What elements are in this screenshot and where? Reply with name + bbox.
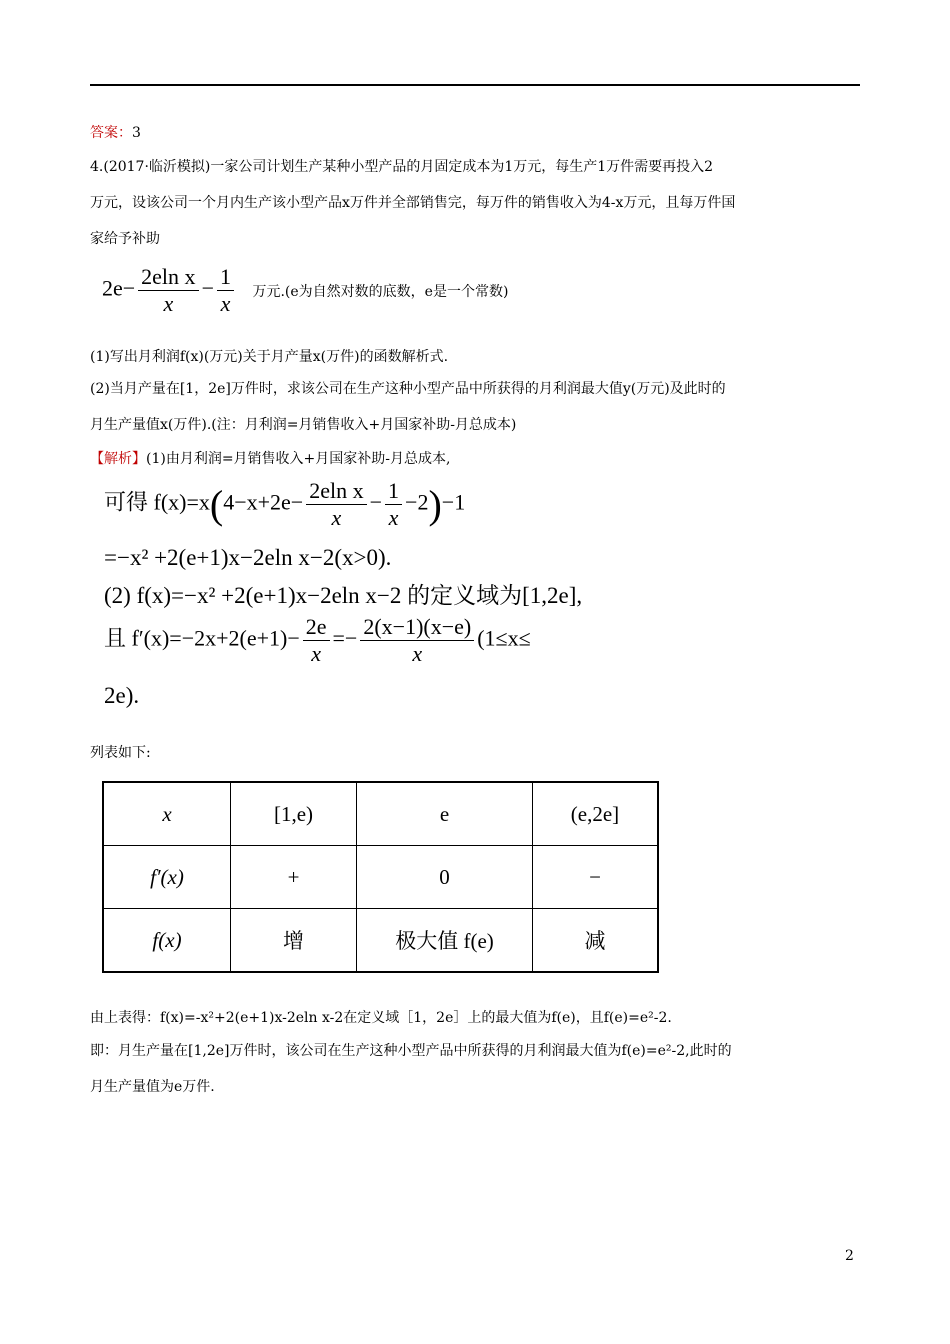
page-number: 2 — [845, 1248, 854, 1264]
problem-line-2: 万元，设该公司一个月内生产该小型产品x万件并全部销售完，每万件的销售收入为4-x万元，且每万件国 — [90, 195, 736, 211]
question-2-line-2: 月生产量值x(万件).(注：月利润=月销售收入+月国家补助-月总成本) — [90, 417, 517, 433]
table-cell: x — [103, 782, 231, 846]
subsidy-formula: 2e− $\frac{\text{2eln x}}{x}$ − $\frac{1}{x}$ 万元.(e为自然对数的底数，e是一个常数) — [102, 264, 509, 316]
table-cell: f′(x) — [103, 846, 231, 909]
answer-label: 答案： — [90, 125, 132, 141]
table-row — [103, 909, 658, 973]
subsidy-fraction-1: $\frac{\text{2eln x}}{x}$ — [138, 264, 198, 317]
table-intro: 列表如下: — [90, 745, 151, 761]
solution-intro: 【解析】(1)由月利润=月销售收入+月国家补助-月总成本, — [90, 451, 451, 467]
answer-value: 3 — [132, 125, 141, 141]
conclusion-line-2: 即：月生产量在[1,2e]万件时，该公司在生产这种小型产品中所获得的月利润最大值为f(e)=e²-2,此时的 — [90, 1043, 732, 1059]
table-cell: f(x) — [103, 909, 231, 973]
subsidy-fraction-2: $\frac{1}{x}$ — [217, 264, 234, 317]
header-rule — [90, 84, 860, 86]
equation-4: 且 f′(x)=−2x+2(e+1)− $\frac{2e}{x}$ =− $\frac{2(x-1)(x-e)}{x}$ (1≤x≤ — [104, 614, 531, 666]
table-row — [103, 782, 658, 846]
subsidy-tail: 万元.(e为自然对数的底数，e是一个常数) — [252, 283, 509, 300]
table-cell: 极大值 f(e) — [357, 909, 533, 973]
table-row — [103, 846, 658, 909]
subsidy-lead: 2e− — [102, 275, 136, 301]
table-cell: e — [357, 782, 533, 846]
table-cell: 0 — [357, 846, 533, 909]
answer-line — [90, 117, 862, 150]
equation-1: 可得 f(x)=x(4−x+2e− $\frac{\text{2eln x}}{x}$ − $\frac{1}{x}$ −2)−1 — [104, 478, 466, 530]
monotonicity-table — [102, 781, 659, 973]
equation-2: =−x² +2(e+1)x−2eln x−2(x>0). — [104, 545, 392, 570]
table-cell: + — [231, 846, 357, 909]
table-cell: − — [533, 846, 659, 909]
equation-5: 2e). — [104, 683, 140, 708]
solution-tag: 【解析】 — [90, 451, 146, 467]
conclusion-line-3: 月生产量值为e万件. — [90, 1079, 215, 1095]
table-cell: 减 — [533, 909, 659, 973]
equation-3: (2) f(x)=−x² +2(e+1)x−2eln x−2 的定义域为[1,2e], — [104, 583, 583, 608]
problem-line-1: 4.(2017·临沂模拟)一家公司计划生产某种小型产品的月固定成本为1万元，每生产1万件需要再投入2 — [90, 159, 714, 175]
table-cell: (e,2e] — [533, 782, 659, 846]
question-2-line-1: (2)当月产量在[1，2e]万件时，求该公司在生产这种小型产品中所获得的月利润最大值y(万元)及此时的 — [90, 381, 726, 397]
question-1: (1)写出月利润f(x)(万元)关于月产量x(万件)的函数解析式. — [90, 349, 449, 365]
conclusion-line-1: 由上表得：f(x)=-x²+2(e+1)x-2eln x-2在定义域［1，2e］上的最大值为f(e)，且f(e)=e²-2. — [90, 1010, 672, 1026]
table-cell: 增 — [231, 909, 357, 973]
problem-line-3: 家给予补助 — [90, 231, 160, 247]
table-cell: [1,e) — [231, 782, 357, 846]
